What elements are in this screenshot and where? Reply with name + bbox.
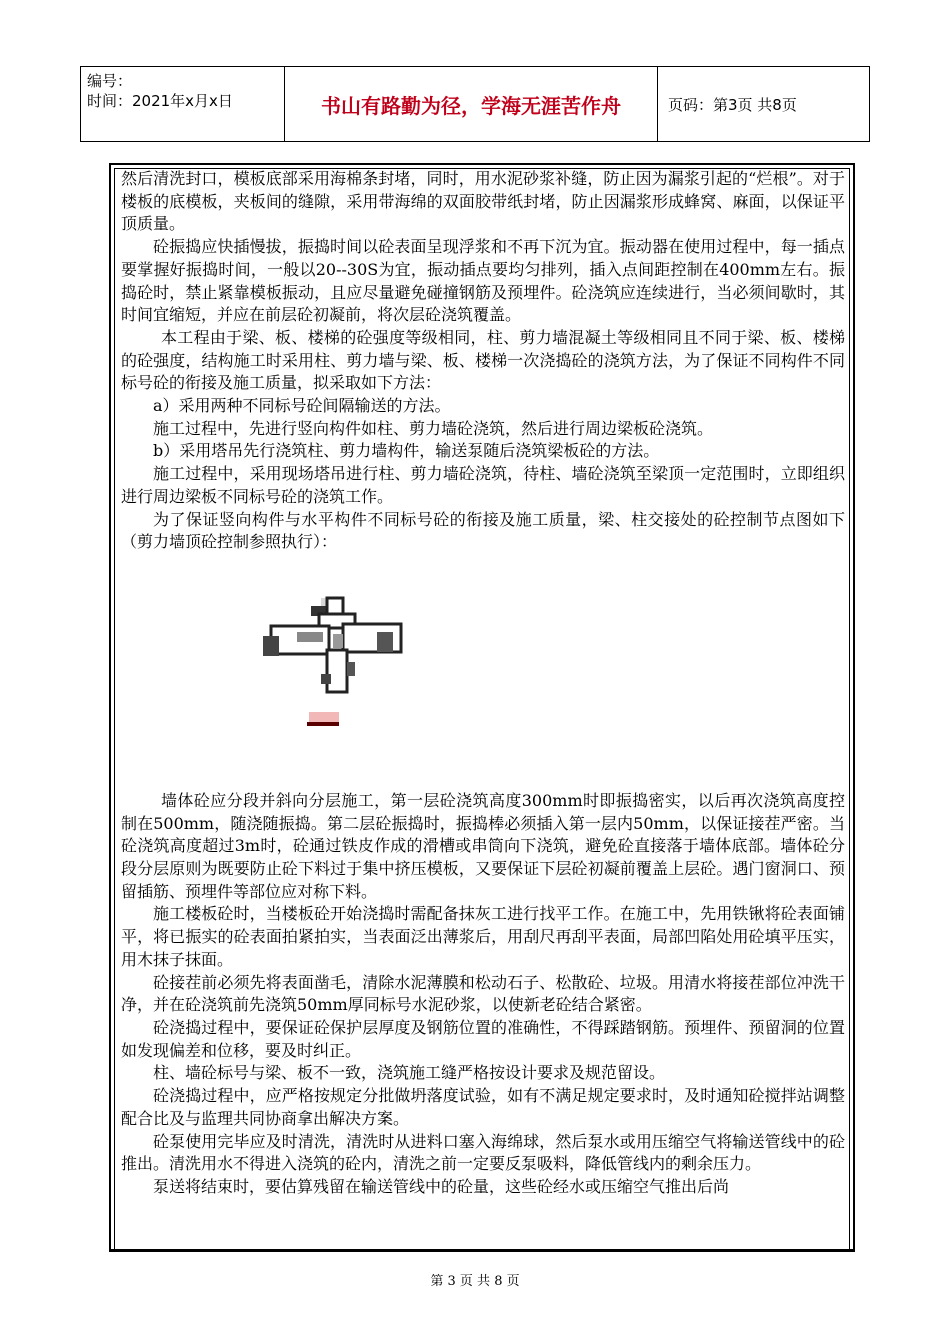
- paragraph: 施工过程中，采用现场塔吊进行柱、剪力墙砼浇筑，待柱、墙砼浇筑至梁顶一定范围时，立即组织进行周边梁板不同标号砼的浇筑工作。: [121, 464, 845, 506]
- page-footer: 第 3 页 共 8 页: [430, 1274, 520, 1289]
- paragraph: 墙体砼应分段并斜向分层施工，第一层砼浇筑高度300mm时即振捣密实，以后再次浇筑高度控制在500mm，随浇随振捣。第二层砼振捣时，振捣棒必须插入第一层内50mm，以保证接茬严密。当砼浇筑高度超过3m时，砼通过铁皮作成的滑槽或串筒向下浇筑，避免砼直接落于墙体底部。墙体砼分段分层原则为既要防止砼下料过于集中挤压模板，又要保证下层砼初凝前覆盖上层砼。遇门窗洞口、预留插筋、预埋件等部位应对称下料。: [121, 790, 845, 901]
- paragraph: 施工过程中，先进行竖向构件如柱、剪力墙砼浇筑，然后进行周边梁板砼浇筑。: [153, 418, 714, 438]
- header-page-label: 页码：第3页 共8页: [668, 95, 797, 114]
- code-label: 编号：: [87, 72, 133, 90]
- paragraph: 砼振捣应快插慢拔，振捣时间以砼表面呈现浮浆和不再下沉为宜。振动器在使用过程中，每一插点要掌握好振捣时间，一般以20--30S为宜，振动插点要均匀排列，插入点间距控制在400mm左右。振捣砼时，禁止紧靠模板振动，且应尽量避免碰撞钢筋及预埋件。砼浇筑应连续进行，当必须间歇时，其时间宜缩短，并应在前层砼初凝前，将次层砼浇筑覆盖。: [121, 237, 845, 325]
- paragraph: 施工楼板砼时，当楼板砼开始浇捣时需配备抹灰工进行找平工作。在施工中，先用铁锹将砼表面铺平，将已振实的砼表面拍紧拍实，当表面泛出薄浆后，用刮尺再刮平表面，局部凹陷处用砼填平压实，用木抹子抹面。: [121, 904, 845, 969]
- paragraph: 本工程由于梁、板、楼梯的砼强度等级相同，柱、剪力墙混凝土等级相同且不同于梁、板、楼梯的砼强度，结构施工时采用柱、剪力墙与梁、板、楼梯一次浇捣砼的浇筑方法，为了保证不同构件不同标号砼的衔接及施工质量，拟采取如下方法：: [121, 327, 845, 393]
- beam-column-joint-sketch: [263, 598, 401, 726]
- time-label: 时间：2021年x月x日: [87, 92, 233, 110]
- header-table: [80, 66, 870, 142]
- joint-control-diagram: [121, 554, 845, 790]
- paragraph: b）采用塔吊先行浇筑柱、剪力墙构件，输送泵随后浇筑梁板砼的方法。: [153, 441, 660, 461]
- paragraph: 砼浇捣过程中，应严格按规定分批做坍落度试验，如有不满足规定要求时，及时通知砼搅拌站调整配合比及与监理共同协商拿出解决方案。: [121, 1086, 845, 1128]
- paragraph: a）采用两种不同标号砼间隔输送的方法。: [153, 396, 451, 416]
- paragraph: 柱、墙砼标号与梁、板不一致，浇筑施工缝严格按设计要求及规范留设。: [153, 1063, 666, 1083]
- paragraph: 砼浇捣过程中，要保证砼保护层厚度及钢筋位置的准确性，不得踩踏钢筋。预埋件、预留洞的位置如发现偏差和位移，要及时纠正。: [121, 1017, 845, 1060]
- header-motto: 书山有路勤为径，学海无涯苦作舟: [285, 67, 658, 141]
- content-text: [121, 168, 845, 1199]
- paragraph: 砼泵使用完毕应及时清洗，清洗时从进料口塞入海绵球，然后泵水或用压缩空气将输送管线中的砼推出。清洗用水不得进入浇筑的砼内，清洗之前一定要反泵吸料，降低管线内的剩余压力。: [121, 1131, 845, 1174]
- joint-diagram-icon: [121, 554, 849, 790]
- paragraph: 为了保证竖向构件与水平构件不同标号砼的衔接及施工质量，梁、柱交接处的砼控制节点图如下（剪力墙顶砼控制参照执行）：: [121, 509, 845, 552]
- paragraph: 砼接茬前必须先将表面凿毛，清除水泥薄膜和松动石子、松散砼、垃圾。用清水将接茬部位冲洗干净，并在砼浇筑前先浇筑50mm厚同标号水泥砂浆，以使新老砼结合紧密。: [121, 972, 845, 1015]
- header-meta: [81, 67, 285, 141]
- content-box: [109, 163, 855, 1252]
- paragraph: 泵送将结束时，要估算残留在输送管线中的砼量，这些砼经水或压缩空气推出后尚: [153, 1176, 730, 1196]
- paragraph: 然后清洗封口，模板底部采用海棉条封堵，同时，用水泥砂浆补缝，防止因为漏浆引起的“烂根”。对于楼板的底模板，夹板间的缝隙，采用带海绵的双面胶带纸封堵，防止因漏浆形成蜂窝、麻面，以保证平顶质量。: [121, 169, 845, 234]
